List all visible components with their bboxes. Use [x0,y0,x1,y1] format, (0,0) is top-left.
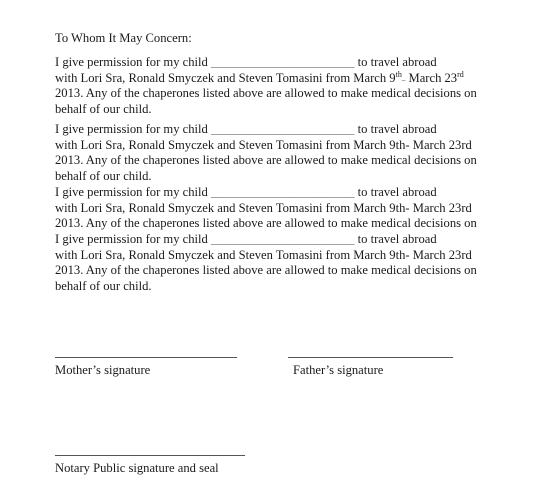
ordinal-suffix: rd [457,70,464,79]
notary-signature-line [55,455,245,456]
travel-text: to travel abroad [354,122,437,136]
permission-text: I give permission for my child [55,232,211,246]
travel-text: to travel abroad [354,185,437,199]
child-name-blank: ___________________________________________ [211,62,355,68]
father-signature-label: Father’s signature [293,363,384,377]
paragraph-line [55,122,495,138]
paragraph-line: behalf of our child. [55,101,152,116]
permission-paragraph-2 [55,122,495,184]
child-name-blank: ___________________________________________ [211,239,355,245]
father-signature-line [288,357,453,358]
mother-signature-label: Mother’s signature [55,363,151,377]
paragraph-line [55,232,495,248]
salutation: To Whom It May Concern: [55,31,192,45]
date-dash: – [401,75,406,84]
paragraph-line [55,71,495,87]
permission-paragraph-3 [55,185,495,232]
ordinal-suffix: th [395,70,402,79]
paragraph-line: with Lori Sra, Ronald Smyczek and Steven Tomasini from March 9th- March 23rd [55,247,472,262]
permission-text: I give permission for my child [55,122,211,136]
permission-paragraph-4 [55,232,495,294]
permission-text: I give permission for my child [55,55,211,69]
chaperones-text: with Lori Sra, Ronald Smyczek and Steven Tomasini from March 9 [55,70,396,85]
child-name-blank: ___________________________________________ [211,129,355,135]
paragraph-line: behalf of our child. [55,168,152,183]
travel-text: to travel abroad [354,55,437,69]
paragraph-line [55,55,495,71]
permission-text: I give permission for my child [55,185,211,199]
paragraph-line: 2013. Any of the chaperones listed above are allowed to make medical decisions on [55,86,477,100]
paragraph-line: with Lori Sra, Ronald Smyczek and Steven Tomasini from March 9th- March 23rd [55,137,472,152]
notary-signature-label: Notary Public signature and seal [55,461,219,475]
end-date-text: March 23 [405,70,458,85]
permission-paragraph-1 [55,55,495,117]
paragraph-line: with Lori Sra, Ronald Smyczek and Steven Tomasini from March 9th- March 23rd [55,200,472,215]
paragraph-line [55,185,495,201]
paragraph-line: 2013. Any of the chaperones listed above are allowed to make medical decisions on [55,153,477,167]
paragraph-line: 2013. Any of the chaperones listed above are allowed to make medical decisions on [55,216,477,230]
mother-signature-line [55,357,237,358]
child-name-blank: ___________________________________________ [211,192,355,198]
paragraph-line: 2013. Any of the chaperones listed above are allowed to make medical decisions on [55,263,477,277]
travel-text: to travel abroad [354,232,437,246]
paragraph-line: behalf of our child. [55,278,152,293]
